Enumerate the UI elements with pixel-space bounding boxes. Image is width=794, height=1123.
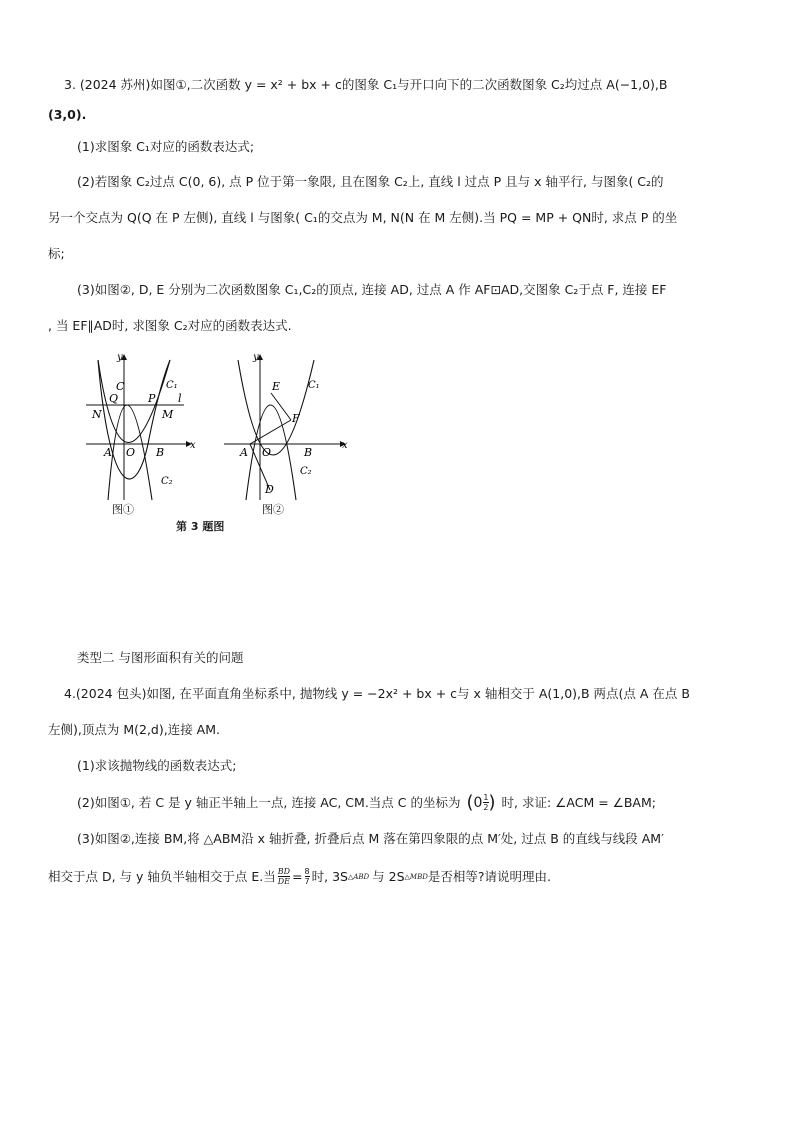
value-denominator: 7 <box>304 877 310 886</box>
fig1-label-q: Q <box>109 392 119 405</box>
fig2-x-label: x <box>342 440 348 451</box>
area-subscript-mbd: △MBD <box>404 872 428 881</box>
fig1-caption: 图① <box>112 503 134 516</box>
problem4-question3-line2 <box>48 867 551 886</box>
problem4-coordinate-zero: 0 <box>473 794 483 811</box>
fig2-label-c1: C₁ <box>308 380 320 391</box>
fig2-segment-af <box>250 420 291 444</box>
problem3-question2-line1: (2)若图象 C₂过点 C(0, 6), 点 P 位于第一象限, 且在图象 C₂上, 直线 l 过点 P 且与 x 轴平行, 与图象( C₂的 <box>77 174 664 189</box>
problem4-question3-text-a: 相交于点 D, 与 y 轴负半轴相交于点 E.当 <box>48 868 276 884</box>
coordinate-fraction-denominator: 2 <box>483 803 489 812</box>
problem4-line1: 4.(2024 包头)如图, 在平面直角坐标系中, 抛物线 y = −2x² + bx + c与 x 轴相交于 A(1,0),B 两点(点 A 在点 B <box>64 686 690 701</box>
problem4-question2-text-b: 时, 求证: ∠ACM = ∠BAM; <box>501 794 656 810</box>
figure-2 <box>220 350 350 520</box>
problem3-question1: (1)求图象 C₁对应的函数表达式; <box>77 139 255 154</box>
fig1-label-o: O <box>126 446 136 459</box>
figure-1 <box>80 350 200 520</box>
ratio-fraction-8-7 <box>305 867 310 886</box>
problem4-question2 <box>77 793 656 812</box>
ratio-numerator: BD <box>277 867 291 876</box>
problem3-question3-line1: (3)如图②, D, E 分别为二次函数图象 C₁,C₂的顶点, 连接 AD, 过点 A 作 AF⊡AD,交图象 C₂于点 F, 连接 EF <box>77 282 667 297</box>
figure-2-graph <box>220 350 350 520</box>
fig2-label-a: A <box>240 446 248 459</box>
problem3-line1: 3. (2024 苏州)如图①,二次函数 y = x² + bx + c的图象 C₁与开口向下的二次函数图象 C₂均过点 A(−1,0),B <box>64 77 668 92</box>
fig2-label-b: B <box>304 446 313 459</box>
figure-group-caption: 第 3 题图 <box>176 520 225 533</box>
problem3-question2-line3: 标; <box>48 246 65 261</box>
problem3-question3-line2: , 当 EF∥AD时, 求图象 C₂对应的函数表达式. <box>48 318 292 333</box>
area-subscript-abd: △ABD <box>347 872 370 881</box>
fig2-label-d: D <box>265 483 274 496</box>
fig2-label-c2: C₂ <box>300 466 312 477</box>
fig1-y-label: y <box>117 352 123 363</box>
coordinate-fraction-numerator: 1 <box>483 793 489 802</box>
ratio-equals: = <box>292 868 303 884</box>
fig2-label-f: F <box>292 412 300 425</box>
fig2-label-o: O <box>262 446 272 459</box>
fig2-y-label: y <box>253 352 259 363</box>
fig1-label-a: A <box>104 446 112 459</box>
problem4-question3-line1: (3)如图②,连接 BM,将 △ABM沿 x 轴折叠, 折叠后点 M 落在第四象限的点 M′处, 过点 B 的直线与线段 AM′ <box>77 831 664 846</box>
fig1-label-m: M <box>162 408 174 421</box>
problem4-question3-text-c: 与 2S <box>372 868 405 884</box>
problem4-question1: (1)求该抛物线的函数表达式; <box>77 758 237 773</box>
value-numerator: 8 <box>304 867 310 876</box>
figure-1-graph <box>80 350 200 520</box>
fig2-label-e: E <box>272 380 281 393</box>
section-heading: 类型二 与图形面积有关的问题 <box>77 650 244 665</box>
problem4-question3-text-b: 时, 3S <box>311 868 348 884</box>
problem4-line2: 左侧),顶点为 M(2,d),连接 AM. <box>48 722 220 737</box>
problem3-line2: (3,0). <box>48 107 87 122</box>
fig1-x-label: x <box>190 440 196 451</box>
fig1-label-n: N <box>92 408 102 421</box>
ratio-fraction-bd-de <box>278 867 290 886</box>
fig2-curve-c1 <box>238 360 314 455</box>
problem4-coordinate: ( 0 $\frac{1}{2}$ ) <box>466 791 496 813</box>
fig1-label-l: l <box>178 392 182 405</box>
fig1-label-c: C <box>116 380 125 393</box>
fig1-curve-c1 <box>98 360 170 479</box>
fig1-label-b: B <box>156 446 165 459</box>
ratio-denominator: DE <box>277 877 291 886</box>
problem4-question3-text-d: 是否相等?请说明理由. <box>427 868 551 884</box>
fig2-caption: 图② <box>262 503 284 516</box>
problem3-question2-line2: 另一个交点为 Q(Q 在 P 左侧), 直线 l 与图象( C₁的交点为 M, N(N 在 M 左侧).当 PQ = MP + QN时, 求点 P 的坐 <box>48 210 678 225</box>
fig1-label-p: P <box>148 392 156 405</box>
fig1-label-c2: C₂ <box>161 476 173 487</box>
problem4-question2-text-a: (2)如图①, 若 C 是 y 轴正半轴上一点, 连接 AC, CM.当点 C 的坐标为 <box>77 794 461 810</box>
fig1-label-c1: C₁ <box>166 380 178 391</box>
